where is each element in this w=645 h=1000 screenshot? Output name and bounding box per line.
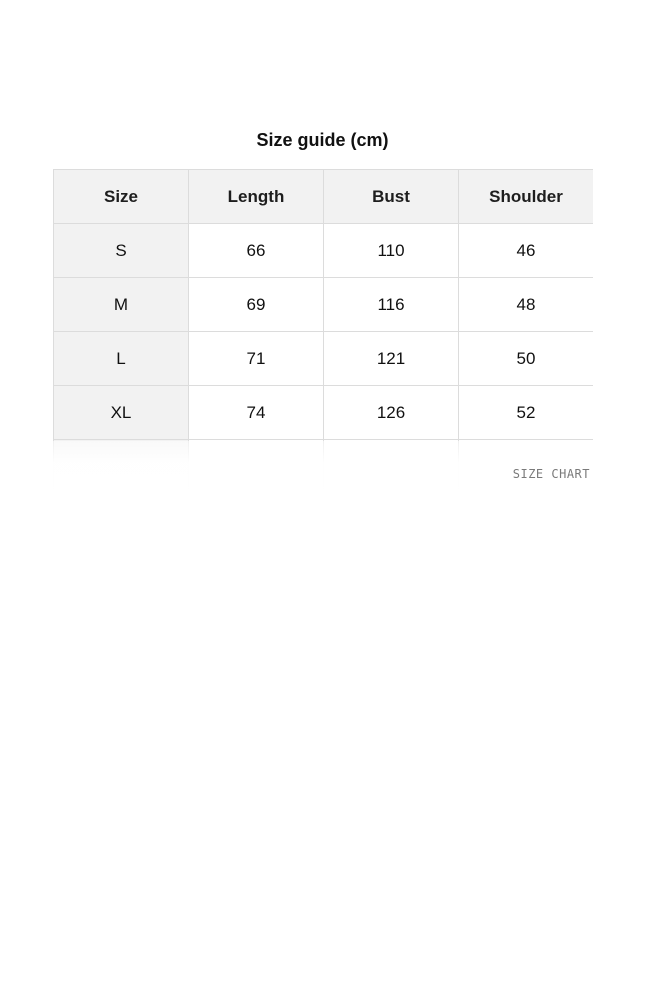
size-table-container (53, 169, 593, 502)
table-header-row (54, 170, 594, 224)
size-cell: S (54, 224, 189, 278)
size-cell: XL (54, 386, 189, 440)
shoulder-cell: 46 (459, 224, 594, 278)
size-cell: M (54, 278, 189, 332)
table-row (54, 224, 594, 278)
shoulder-cell: 50 (459, 332, 594, 386)
length-cell: 71 (189, 332, 324, 386)
page-title: Size guide (cm) (256, 130, 389, 150)
shoulder-cell: 48 (459, 278, 594, 332)
size-chart-caption: SIZE CHART (512, 467, 590, 481)
header-size: Size (54, 170, 189, 224)
length-cell: 66 (189, 224, 324, 278)
table-row (54, 332, 594, 386)
table-row (54, 386, 594, 440)
length-cell: 69 (189, 278, 324, 332)
length-cell: 74 (189, 386, 324, 440)
shoulder-cell: 52 (459, 386, 594, 440)
bust-cell: 110 (324, 224, 459, 278)
bust-cell: 121 (324, 332, 459, 386)
header-shoulder: Shoulder (459, 170, 594, 224)
bust-cell: 116 (324, 278, 459, 332)
size-cell: L (54, 332, 189, 386)
header-length: Length (189, 170, 324, 224)
bust-cell: 126 (324, 386, 459, 440)
table-row (54, 278, 594, 332)
header-bust: Bust (324, 170, 459, 224)
